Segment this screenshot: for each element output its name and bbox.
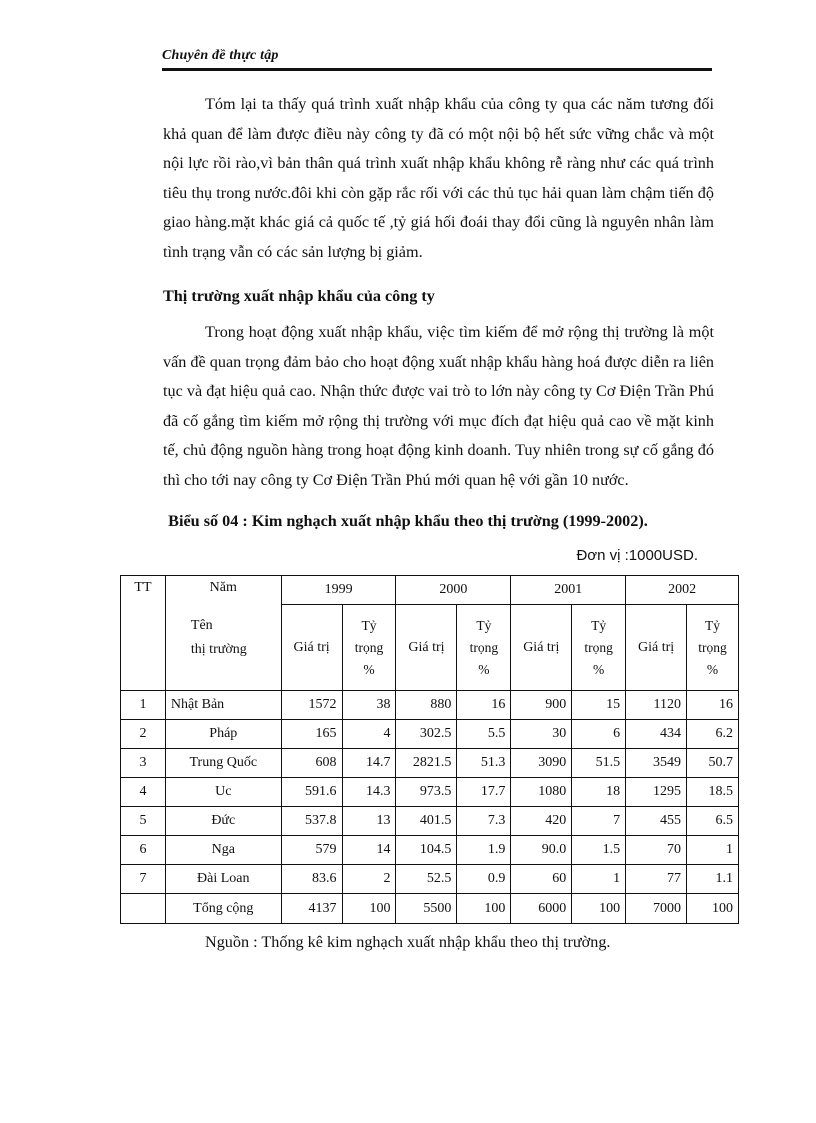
market-table bbox=[120, 575, 739, 924]
cell-share: 14 bbox=[342, 836, 396, 865]
cell-value: 420 bbox=[511, 807, 572, 836]
row-market: Trung Quốc bbox=[165, 749, 281, 778]
total-value: 7000 bbox=[626, 894, 687, 924]
cell-share: 18.5 bbox=[687, 778, 739, 807]
row-tt: 7 bbox=[121, 865, 166, 894]
cell-share: 14.3 bbox=[342, 778, 396, 807]
table-caption: Biểu số 04 : Kim nghạch xuất nhập khẩu theo thị trường (1999-2002). bbox=[168, 512, 648, 530]
row-tt: 6 bbox=[121, 836, 166, 865]
header-share: Tỷ trọng % bbox=[687, 605, 739, 691]
cell-share: 6.2 bbox=[687, 720, 739, 749]
header-value: Giá trị bbox=[511, 605, 572, 691]
unit-label: Đơn vị :1000USD. bbox=[576, 547, 698, 564]
cell-value: 900 bbox=[511, 691, 572, 720]
header-year: 2002 bbox=[626, 576, 739, 605]
row-tt: 5 bbox=[121, 807, 166, 836]
cell-value: 30 bbox=[511, 720, 572, 749]
cell-value: 302.5 bbox=[396, 720, 457, 749]
total-value: 6000 bbox=[511, 894, 572, 924]
row-tt: 1 bbox=[121, 691, 166, 720]
table-row bbox=[121, 836, 739, 865]
cell-value: 104.5 bbox=[396, 836, 457, 865]
header-title: Chuyên đề thực tập bbox=[162, 48, 279, 63]
header-value: Giá trị bbox=[626, 605, 687, 691]
cell-value: 455 bbox=[626, 807, 687, 836]
cell-share: 7.3 bbox=[457, 807, 511, 836]
cell-share: 51.3 bbox=[457, 749, 511, 778]
cell-value: 165 bbox=[281, 720, 342, 749]
total-value: 4137 bbox=[281, 894, 342, 924]
table-row bbox=[121, 807, 739, 836]
cell-share: 16 bbox=[687, 691, 739, 720]
cell-share: 1.1 bbox=[687, 865, 739, 894]
cell-value: 83.6 bbox=[281, 865, 342, 894]
row-market: Đài Loan bbox=[165, 865, 281, 894]
cell-share: 18 bbox=[572, 778, 626, 807]
cell-share: 0.9 bbox=[457, 865, 511, 894]
cell-value: 608 bbox=[281, 749, 342, 778]
header-market-label-2: thị trường bbox=[190, 642, 247, 657]
total-label: Tổng cộng bbox=[165, 894, 281, 924]
cell-value: 1120 bbox=[626, 691, 687, 720]
table-row bbox=[121, 865, 739, 894]
header-value: Giá trị bbox=[281, 605, 342, 691]
cell-value: 880 bbox=[396, 691, 457, 720]
header-year: 2000 bbox=[396, 576, 511, 605]
cell-value: 1080 bbox=[511, 778, 572, 807]
cell-value: 579 bbox=[281, 836, 342, 865]
cell-value: 591.6 bbox=[281, 778, 342, 807]
cell-share: 15 bbox=[572, 691, 626, 720]
cell-value: 3549 bbox=[626, 749, 687, 778]
cell-share: 1 bbox=[572, 865, 626, 894]
cell-value: 1295 bbox=[626, 778, 687, 807]
table-row bbox=[121, 691, 739, 720]
cell-share: 16 bbox=[457, 691, 511, 720]
paragraph-markets: Trong hoạt động xuất nhập khẩu, việc tìm kiếm để mở rộng thị trường là một vấn đề quan trọng đảm bảo cho hoạt động xuất nhập khẩu hàng hoá được diễn ra liên tục và đạt hiệu quả cao. Nhận thức được vai trò to lớn này công ty Cơ Điện Trần Phú đã cố gắng tìm kiếm mở rộng thị trường với mục đích đạt hiệu quả cao về mặt kinh tế, chủ động nguồn hàng trong hoạt động kinh doanh. Tuy nhiên trong sự cố gắng đó thì cho tới nay công ty Cơ Điện Trần Phú mới quan hệ với gần 10 nước. bbox=[163, 323, 714, 489]
row-market: Nga bbox=[165, 836, 281, 865]
paragraph-summary: Tóm lại ta thấy quá trình xuất nhập khẩu của công ty qua các năm tương đối khả quan để làm được điều này công ty đã có một nội bộ hết sức vững chắc và một nội lực rồi rào,vì bản thân quá trình xuất nhập khẩu không rễ ràng như các quá trình tiêu thụ trong nước.đôi khi còn gặp rắc rối với các thủ tục hải quan làm chậm tiến độ giao hàng.mặt khác giá cả quốc tế ,tỷ giá hối đoái thay đổi cũng là nguyên nhân làm tình trạng vẫn có các sản lượng bị giảm. bbox=[163, 95, 714, 261]
header-year-market bbox=[165, 576, 281, 691]
cell-value: 90.0 bbox=[511, 836, 572, 865]
source-note: Nguồn : Thống kê kim nghạch xuất nhập khẩu theo thị trường. bbox=[205, 933, 611, 951]
row-market: Đức bbox=[165, 807, 281, 836]
cell-share: 1 bbox=[687, 836, 739, 865]
cell-value: 434 bbox=[626, 720, 687, 749]
cell-value: 401.5 bbox=[396, 807, 457, 836]
header-year: 1999 bbox=[281, 576, 396, 605]
cell-share: 50.7 bbox=[687, 749, 739, 778]
header-share: Tỷ trọng % bbox=[457, 605, 511, 691]
table-row bbox=[121, 749, 739, 778]
total-tt-empty bbox=[121, 894, 166, 924]
header-share: Tỷ trọng % bbox=[342, 605, 396, 691]
header-market-label-1: Tên bbox=[190, 618, 213, 633]
cell-value: 973.5 bbox=[396, 778, 457, 807]
cell-share: 13 bbox=[342, 807, 396, 836]
cell-share: 6.5 bbox=[687, 807, 739, 836]
cell-share: 17.7 bbox=[457, 778, 511, 807]
total-value: 5500 bbox=[396, 894, 457, 924]
row-tt: 2 bbox=[121, 720, 166, 749]
row-tt: 4 bbox=[121, 778, 166, 807]
cell-share: 1.5 bbox=[572, 836, 626, 865]
header-share: Tỷ trọng % bbox=[572, 605, 626, 691]
page-header bbox=[162, 46, 712, 71]
cell-value: 77 bbox=[626, 865, 687, 894]
cell-share: 2 bbox=[342, 865, 396, 894]
cell-share: 51.5 bbox=[572, 749, 626, 778]
table-row bbox=[121, 778, 739, 807]
header-year-label: Năm bbox=[209, 580, 237, 595]
table-header-row-years bbox=[121, 576, 739, 605]
cell-value: 3090 bbox=[511, 749, 572, 778]
cell-share: 6 bbox=[572, 720, 626, 749]
cell-value: 2821.5 bbox=[396, 749, 457, 778]
section-heading: Thị trường xuất nhập khẩu của công ty bbox=[163, 287, 435, 305]
row-tt: 3 bbox=[121, 749, 166, 778]
total-share: 100 bbox=[457, 894, 511, 924]
row-market: Nhật Bản bbox=[165, 691, 281, 720]
total-share: 100 bbox=[342, 894, 396, 924]
row-market: Uc bbox=[165, 778, 281, 807]
cell-share: 7 bbox=[572, 807, 626, 836]
total-share: 100 bbox=[572, 894, 626, 924]
row-market: Pháp bbox=[165, 720, 281, 749]
header-tt: TT bbox=[121, 576, 166, 691]
cell-value: 52.5 bbox=[396, 865, 457, 894]
cell-share: 4 bbox=[342, 720, 396, 749]
cell-share: 14.7 bbox=[342, 749, 396, 778]
header-value: Giá trị bbox=[396, 605, 457, 691]
table-row bbox=[121, 720, 739, 749]
table-total-row bbox=[121, 894, 739, 924]
cell-value: 537.8 bbox=[281, 807, 342, 836]
total-share: 100 bbox=[687, 894, 739, 924]
cell-value: 70 bbox=[626, 836, 687, 865]
cell-value: 1572 bbox=[281, 691, 342, 720]
cell-share: 5.5 bbox=[457, 720, 511, 749]
cell-share: 1.9 bbox=[457, 836, 511, 865]
cell-value: 60 bbox=[511, 865, 572, 894]
cell-share: 38 bbox=[342, 691, 396, 720]
header-year: 2001 bbox=[511, 576, 626, 605]
